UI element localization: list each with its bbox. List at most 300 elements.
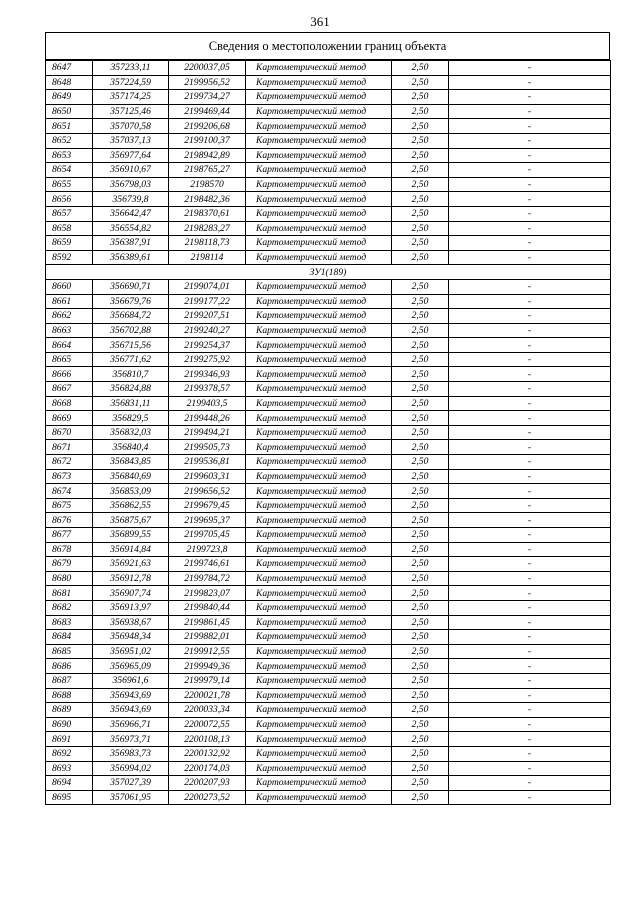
method-cell: Картометрический метод xyxy=(246,250,392,265)
accuracy-cell: 2,50 xyxy=(392,221,449,236)
accuracy-cell: 2,50 xyxy=(392,746,449,761)
method-cell: Картометрический метод xyxy=(246,513,392,528)
boundary-sheet xyxy=(45,32,610,805)
accuracy-cell: 2,50 xyxy=(392,382,449,397)
note-cell: - xyxy=(449,309,611,324)
coordinates-table-body xyxy=(46,61,611,805)
method-cell: Картометрический метод xyxy=(246,440,392,455)
coord-x-cell: 356966,71 xyxy=(93,717,169,732)
method-cell: Картометрический метод xyxy=(246,761,392,776)
coord-y-cell: 2200021,78 xyxy=(169,688,246,703)
method-cell: Картометрический метод xyxy=(246,119,392,134)
method-cell: Картометрический метод xyxy=(246,396,392,411)
note-cell: - xyxy=(449,279,611,294)
coord-y-cell: 2199378,57 xyxy=(169,382,246,397)
coord-x-cell: 356961,6 xyxy=(93,673,169,688)
coord-y-cell: 2198118,73 xyxy=(169,236,246,251)
accuracy-cell: 2,50 xyxy=(392,717,449,732)
table-row xyxy=(46,644,611,659)
coord-y-cell: 2199679,45 xyxy=(169,498,246,513)
note-cell: - xyxy=(449,600,611,615)
note-cell: - xyxy=(449,294,611,309)
method-cell: Картометрический метод xyxy=(246,586,392,601)
table-row xyxy=(46,455,611,470)
coord-x-cell: 357037,13 xyxy=(93,133,169,148)
accuracy-cell: 2,50 xyxy=(392,148,449,163)
method-cell: Картометрический метод xyxy=(246,469,392,484)
coord-y-cell: 2199403,5 xyxy=(169,396,246,411)
coord-x-cell: 356983,73 xyxy=(93,746,169,761)
point-number-cell: 8693 xyxy=(46,761,93,776)
note-cell: - xyxy=(449,75,611,90)
point-number-cell: 8662 xyxy=(46,309,93,324)
coord-x-cell: 356951,02 xyxy=(93,644,169,659)
coord-x-cell: 356829,5 xyxy=(93,411,169,426)
note-cell: - xyxy=(449,148,611,163)
point-number-cell: 8653 xyxy=(46,148,93,163)
point-number-cell: 8592 xyxy=(46,250,93,265)
page-number: 361 xyxy=(310,14,330,29)
coordinates-table xyxy=(45,60,611,805)
accuracy-cell: 2,50 xyxy=(392,396,449,411)
accuracy-cell: 2,50 xyxy=(392,279,449,294)
table-row xyxy=(46,279,611,294)
coord-x-cell: 356907,74 xyxy=(93,586,169,601)
table-row xyxy=(46,425,611,440)
accuracy-cell: 2,50 xyxy=(392,776,449,791)
note-cell: - xyxy=(449,659,611,674)
method-cell: Картометрический метод xyxy=(246,484,392,499)
table-row xyxy=(46,484,611,499)
note-cell: - xyxy=(449,703,611,718)
table-row xyxy=(46,557,611,572)
note-cell: - xyxy=(449,133,611,148)
accuracy-cell: 2,50 xyxy=(392,498,449,513)
accuracy-cell: 2,50 xyxy=(392,600,449,615)
coord-y-cell: 2198370,61 xyxy=(169,206,246,221)
table-row xyxy=(46,673,611,688)
point-number-cell: 8665 xyxy=(46,352,93,367)
note-cell: - xyxy=(449,469,611,484)
method-cell: Картометрический метод xyxy=(246,776,392,791)
note-cell: - xyxy=(449,440,611,455)
coord-x-cell: 356965,09 xyxy=(93,659,169,674)
accuracy-cell: 2,50 xyxy=(392,557,449,572)
table-row xyxy=(46,659,611,674)
table-row xyxy=(46,615,611,630)
method-cell: Картометрический метод xyxy=(246,703,392,718)
note-cell: - xyxy=(449,746,611,761)
coord-x-cell: 356948,34 xyxy=(93,630,169,645)
accuracy-cell: 2,50 xyxy=(392,790,449,805)
method-cell: Картометрический метод xyxy=(246,206,392,221)
point-number-cell: 8647 xyxy=(46,61,93,76)
point-number-cell: 8657 xyxy=(46,206,93,221)
coord-x-cell: 356771,62 xyxy=(93,352,169,367)
point-number-cell: 8649 xyxy=(46,90,93,105)
coord-x-cell: 356684,72 xyxy=(93,309,169,324)
note-cell: - xyxy=(449,411,611,426)
coord-y-cell: 2198482,36 xyxy=(169,192,246,207)
coord-y-cell: 2200037,05 xyxy=(169,61,246,76)
point-number-cell: 8686 xyxy=(46,659,93,674)
note-cell: - xyxy=(449,104,611,119)
method-cell: Картометрический метод xyxy=(246,557,392,572)
point-number-cell: 8668 xyxy=(46,396,93,411)
method-cell: Картометрический метод xyxy=(246,294,392,309)
point-number-cell: 8692 xyxy=(46,746,93,761)
table-row xyxy=(46,119,611,134)
table-row xyxy=(46,761,611,776)
table-row xyxy=(46,542,611,557)
coord-y-cell: 2199656,52 xyxy=(169,484,246,499)
point-number-cell: 8654 xyxy=(46,163,93,178)
point-number-cell: 8695 xyxy=(46,790,93,805)
accuracy-cell: 2,50 xyxy=(392,323,449,338)
table-row xyxy=(46,600,611,615)
accuracy-cell: 2,50 xyxy=(392,455,449,470)
note-cell: - xyxy=(449,206,611,221)
table-row xyxy=(46,396,611,411)
table-row xyxy=(46,309,611,324)
method-cell: Картометрический метод xyxy=(246,61,392,76)
method-cell: Картометрический метод xyxy=(246,279,392,294)
coord-y-cell: 2199469,44 xyxy=(169,104,246,119)
note-cell: - xyxy=(449,61,611,76)
coord-x-cell: 356914,84 xyxy=(93,542,169,557)
accuracy-cell: 2,50 xyxy=(392,644,449,659)
coord-y-cell: 2198570 xyxy=(169,177,246,192)
accuracy-cell: 2,50 xyxy=(392,206,449,221)
point-number-cell: 8660 xyxy=(46,279,93,294)
coord-y-cell: 2199734,27 xyxy=(169,90,246,105)
method-cell: Картометрический метод xyxy=(246,236,392,251)
table-row xyxy=(46,411,611,426)
coord-y-cell: 2200132,92 xyxy=(169,746,246,761)
point-number-cell: 8680 xyxy=(46,571,93,586)
method-cell: Картометрический метод xyxy=(246,133,392,148)
point-number-cell: 8656 xyxy=(46,192,93,207)
coord-y-cell: 2199840,44 xyxy=(169,600,246,615)
note-cell: - xyxy=(449,644,611,659)
accuracy-cell: 2,50 xyxy=(392,528,449,543)
table-row xyxy=(46,469,611,484)
coord-x-cell: 356387,91 xyxy=(93,236,169,251)
coord-y-cell: 2200033,34 xyxy=(169,703,246,718)
table-row xyxy=(46,513,611,528)
point-number-cell: 8673 xyxy=(46,469,93,484)
note-cell: - xyxy=(449,367,611,382)
point-number-cell: 8685 xyxy=(46,644,93,659)
coord-y-cell: 2200174,03 xyxy=(169,761,246,776)
method-cell: Картометрический метод xyxy=(246,338,392,353)
table-row xyxy=(46,177,611,192)
table-row xyxy=(46,586,611,601)
coord-y-cell: 2199074,01 xyxy=(169,279,246,294)
point-number-cell: 8650 xyxy=(46,104,93,119)
point-number-cell: 8659 xyxy=(46,236,93,251)
note-cell: - xyxy=(449,484,611,499)
coord-y-cell: 2198283,27 xyxy=(169,221,246,236)
accuracy-cell: 2,50 xyxy=(392,586,449,601)
table-row xyxy=(46,732,611,747)
accuracy-cell: 2,50 xyxy=(392,761,449,776)
coord-x-cell: 356938,67 xyxy=(93,615,169,630)
table-row xyxy=(46,75,611,90)
point-number-cell: 8675 xyxy=(46,498,93,513)
accuracy-cell: 2,50 xyxy=(392,352,449,367)
coord-x-cell: 356389,61 xyxy=(93,250,169,265)
coord-y-cell: 2199823,07 xyxy=(169,586,246,601)
table-row xyxy=(46,294,611,309)
accuracy-cell: 2,50 xyxy=(392,571,449,586)
accuracy-cell: 2,50 xyxy=(392,440,449,455)
note-cell: - xyxy=(449,790,611,805)
method-cell: Картометрический метод xyxy=(246,528,392,543)
table-row xyxy=(46,163,611,178)
point-number-cell: 8689 xyxy=(46,703,93,718)
method-cell: Картометрический метод xyxy=(246,498,392,513)
accuracy-cell: 2,50 xyxy=(392,411,449,426)
table-row xyxy=(46,133,611,148)
method-cell: Картометрический метод xyxy=(246,571,392,586)
point-number-cell: 8658 xyxy=(46,221,93,236)
table-row xyxy=(46,61,611,76)
coord-y-cell: 2199207,51 xyxy=(169,309,246,324)
coord-y-cell: 2199784,72 xyxy=(169,571,246,586)
point-number-cell: 8676 xyxy=(46,513,93,528)
coord-y-cell: 2200072,55 xyxy=(169,717,246,732)
point-number-cell: 8677 xyxy=(46,528,93,543)
point-number-cell: 8666 xyxy=(46,367,93,382)
coord-x-cell: 357233,11 xyxy=(93,61,169,76)
accuracy-cell: 2,50 xyxy=(392,542,449,557)
table-row xyxy=(46,250,611,265)
method-cell: Картометрический метод xyxy=(246,323,392,338)
method-cell: Картометрический метод xyxy=(246,746,392,761)
table-row xyxy=(46,382,611,397)
point-number-cell: 8691 xyxy=(46,732,93,747)
coord-x-cell: 357224,59 xyxy=(93,75,169,90)
coord-x-cell: 356977,64 xyxy=(93,148,169,163)
method-cell: Картометрический метод xyxy=(246,75,392,90)
coord-x-cell: 356912,78 xyxy=(93,571,169,586)
table-row xyxy=(46,746,611,761)
coord-x-cell: 356943,69 xyxy=(93,688,169,703)
note-cell: - xyxy=(449,221,611,236)
table-row xyxy=(46,571,611,586)
coord-x-cell: 356862,55 xyxy=(93,498,169,513)
coord-y-cell: 2199494,21 xyxy=(169,425,246,440)
coord-x-cell: 356554,82 xyxy=(93,221,169,236)
note-cell: - xyxy=(449,528,611,543)
point-number-cell: 8661 xyxy=(46,294,93,309)
coord-y-cell: 2199746,61 xyxy=(169,557,246,572)
coord-x-cell: 356853,09 xyxy=(93,484,169,499)
coord-y-cell: 2199705,45 xyxy=(169,528,246,543)
coord-x-cell: 356824,88 xyxy=(93,382,169,397)
point-number-cell: 8672 xyxy=(46,455,93,470)
point-number-cell: 8688 xyxy=(46,688,93,703)
table-row xyxy=(46,323,611,338)
table-row xyxy=(46,776,611,791)
coord-x-cell: 356702,88 xyxy=(93,323,169,338)
group-label: ЗУ1(189) xyxy=(46,265,611,280)
coord-x-cell: 356679,76 xyxy=(93,294,169,309)
table-row xyxy=(46,440,611,455)
coord-y-cell: 2199448,26 xyxy=(169,411,246,426)
section-header xyxy=(45,32,610,60)
accuracy-cell: 2,50 xyxy=(392,133,449,148)
accuracy-cell: 2,50 xyxy=(392,659,449,674)
note-cell: - xyxy=(449,498,611,513)
section-title: Сведения о местоположении границ объекта xyxy=(208,38,447,53)
point-number-cell: 8655 xyxy=(46,177,93,192)
table-row xyxy=(46,528,611,543)
table-row xyxy=(46,630,611,645)
method-cell: Картометрический метод xyxy=(246,382,392,397)
coord-x-cell: 356973,71 xyxy=(93,732,169,747)
method-cell: Картометрический метод xyxy=(246,615,392,630)
coord-y-cell: 2198942,89 xyxy=(169,148,246,163)
method-cell: Картометрический метод xyxy=(246,673,392,688)
note-cell: - xyxy=(449,542,611,557)
coord-x-cell: 357027,39 xyxy=(93,776,169,791)
coord-x-cell: 356840,4 xyxy=(93,440,169,455)
note-cell: - xyxy=(449,323,611,338)
coord-x-cell: 356875,67 xyxy=(93,513,169,528)
coord-x-cell: 356840,69 xyxy=(93,469,169,484)
coord-x-cell: 356642,47 xyxy=(93,206,169,221)
point-number-cell: 8687 xyxy=(46,673,93,688)
accuracy-cell: 2,50 xyxy=(392,294,449,309)
point-number-cell: 8678 xyxy=(46,542,93,557)
coord-x-cell: 356832,03 xyxy=(93,425,169,440)
coord-y-cell: 2200207,93 xyxy=(169,776,246,791)
note-cell: - xyxy=(449,776,611,791)
coord-y-cell: 2199346,93 xyxy=(169,367,246,382)
note-cell: - xyxy=(449,586,611,601)
method-cell: Картометрический метод xyxy=(246,717,392,732)
method-cell: Картометрический метод xyxy=(246,688,392,703)
point-number-cell: 8652 xyxy=(46,133,93,148)
method-cell: Картометрический метод xyxy=(246,790,392,805)
note-cell: - xyxy=(449,177,611,192)
method-cell: Картометрический метод xyxy=(246,659,392,674)
coord-x-cell: 356798,03 xyxy=(93,177,169,192)
coord-x-cell: 356910,67 xyxy=(93,163,169,178)
accuracy-cell: 2,50 xyxy=(392,469,449,484)
table-row xyxy=(46,352,611,367)
coord-x-cell: 356899,55 xyxy=(93,528,169,543)
note-cell: - xyxy=(449,513,611,528)
coord-x-cell: 356921,63 xyxy=(93,557,169,572)
table-group-row xyxy=(46,265,611,280)
table-row xyxy=(46,104,611,119)
coord-y-cell: 2198114 xyxy=(169,250,246,265)
coord-y-cell: 2198765,27 xyxy=(169,163,246,178)
point-number-cell: 8674 xyxy=(46,484,93,499)
note-cell: - xyxy=(449,571,611,586)
point-number-cell: 8670 xyxy=(46,425,93,440)
table-row xyxy=(46,498,611,513)
method-cell: Картометрический метод xyxy=(246,600,392,615)
method-cell: Картометрический метод xyxy=(246,104,392,119)
note-cell: - xyxy=(449,717,611,732)
accuracy-cell: 2,50 xyxy=(392,309,449,324)
coord-y-cell: 2200108,13 xyxy=(169,732,246,747)
method-cell: Картометрический метод xyxy=(246,411,392,426)
table-row xyxy=(46,206,611,221)
note-cell: - xyxy=(449,732,611,747)
point-number-cell: 8679 xyxy=(46,557,93,572)
method-cell: Картометрический метод xyxy=(246,192,392,207)
coord-x-cell: 357125,46 xyxy=(93,104,169,119)
point-number-cell: 8682 xyxy=(46,600,93,615)
coord-y-cell: 2199206,68 xyxy=(169,119,246,134)
method-cell: Картометрический метод xyxy=(246,542,392,557)
coord-y-cell: 2199949,36 xyxy=(169,659,246,674)
note-cell: - xyxy=(449,673,611,688)
method-cell: Картометрический метод xyxy=(246,732,392,747)
point-number-cell: 8664 xyxy=(46,338,93,353)
method-cell: Картометрический метод xyxy=(246,455,392,470)
method-cell: Картометрический метод xyxy=(246,644,392,659)
coord-y-cell: 2199240,27 xyxy=(169,323,246,338)
coord-y-cell: 2199275,92 xyxy=(169,352,246,367)
table-row xyxy=(46,790,611,805)
accuracy-cell: 2,50 xyxy=(392,236,449,251)
table-row xyxy=(46,90,611,105)
table-row xyxy=(46,192,611,207)
accuracy-cell: 2,50 xyxy=(392,250,449,265)
point-number-cell: 8667 xyxy=(46,382,93,397)
note-cell: - xyxy=(449,688,611,703)
method-cell: Картометрический метод xyxy=(246,630,392,645)
note-cell: - xyxy=(449,192,611,207)
accuracy-cell: 2,50 xyxy=(392,177,449,192)
table-row xyxy=(46,367,611,382)
method-cell: Картометрический метод xyxy=(246,221,392,236)
accuracy-cell: 2,50 xyxy=(392,688,449,703)
coord-x-cell: 357174,25 xyxy=(93,90,169,105)
accuracy-cell: 2,50 xyxy=(392,61,449,76)
note-cell: - xyxy=(449,119,611,134)
accuracy-cell: 2,50 xyxy=(392,673,449,688)
accuracy-cell: 2,50 xyxy=(392,90,449,105)
coord-x-cell: 357070,58 xyxy=(93,119,169,134)
coord-x-cell: 356831,11 xyxy=(93,396,169,411)
method-cell: Картометрический метод xyxy=(246,352,392,367)
note-cell: - xyxy=(449,382,611,397)
accuracy-cell: 2,50 xyxy=(392,703,449,718)
point-number-cell: 8681 xyxy=(46,586,93,601)
coord-y-cell: 2199536,81 xyxy=(169,455,246,470)
method-cell: Картометрический метод xyxy=(246,90,392,105)
accuracy-cell: 2,50 xyxy=(392,104,449,119)
coord-x-cell: 356943,69 xyxy=(93,703,169,718)
point-number-cell: 8669 xyxy=(46,411,93,426)
coord-y-cell: 2199100,37 xyxy=(169,133,246,148)
coord-x-cell: 356690,71 xyxy=(93,279,169,294)
note-cell: - xyxy=(449,338,611,353)
note-cell: - xyxy=(449,615,611,630)
coord-x-cell: 356715,56 xyxy=(93,338,169,353)
method-cell: Картометрический метод xyxy=(246,425,392,440)
accuracy-cell: 2,50 xyxy=(392,513,449,528)
coord-y-cell: 2199912,55 xyxy=(169,644,246,659)
point-number-cell: 8684 xyxy=(46,630,93,645)
